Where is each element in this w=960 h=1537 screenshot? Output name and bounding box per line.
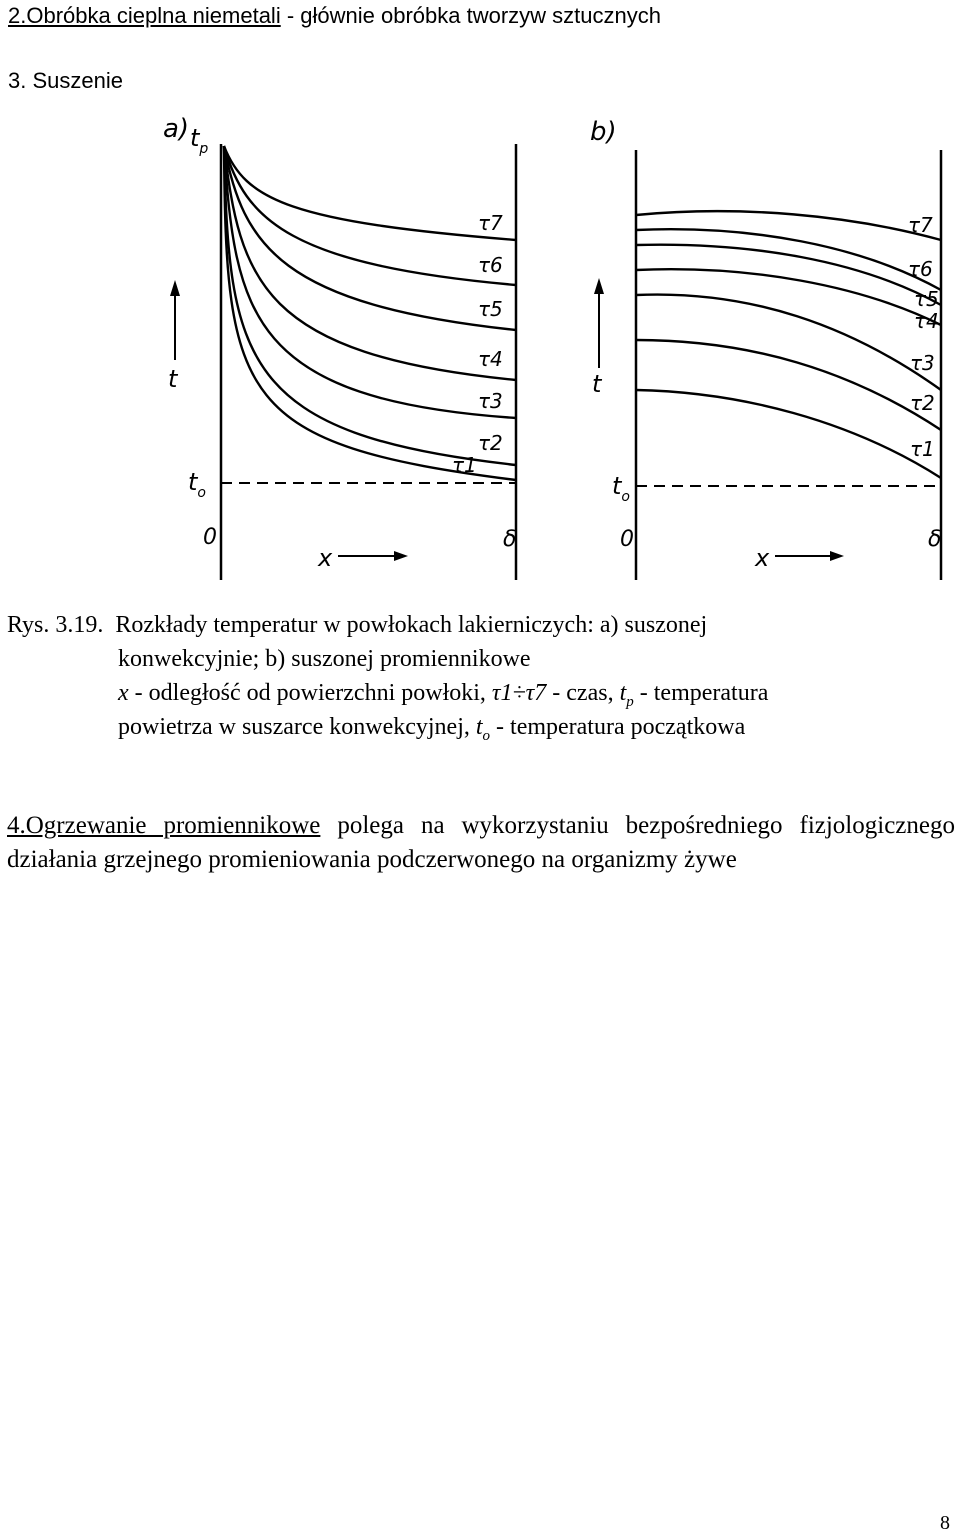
panel-a-tau4-label: τ4: [478, 347, 503, 371]
tp-symbol: t: [619, 680, 627, 706]
panel-a-tau3-label: τ3: [478, 389, 503, 413]
chapter-subtitle: - głównie obróbka tworzyw sztucznych: [280, 3, 661, 28]
section-heading: 3. Suszenie: [8, 68, 123, 93]
tp-subscript: p: [626, 693, 634, 710]
panel-b-label: b): [590, 117, 617, 147]
tp-description-cont: powietrza w suszarce konwekcyjnej,: [118, 714, 476, 740]
panel-b-t-label: t: [592, 370, 602, 398]
temperature-distribution-figure: [0, 100, 960, 580]
panel-b-tau3-label: τ3: [910, 351, 935, 375]
figure-title-1: Rozkłady temperatur w powłokach lakierniczych: a) suszonej: [115, 612, 708, 638]
panel-b-tau1-label: τ1: [910, 437, 935, 461]
panel-b-tau4-label: τ4: [914, 309, 939, 333]
panel-a-tau2-label: τ2: [478, 431, 503, 455]
panel-a-curve-tau5: [224, 146, 516, 330]
panel-a-delta-label: δ: [503, 527, 517, 552]
figure-caption-line1: [7, 608, 707, 642]
panel-a-tp-label: $t_p$: [190, 124, 209, 157]
t0-subscript: o: [482, 727, 491, 744]
panel-a-curve-tau2: [224, 146, 516, 465]
panel-b-origin-label: 0: [620, 527, 634, 552]
panel-b-tau6-label: τ6: [908, 257, 933, 281]
panel-b-curve-labels: [908, 213, 939, 461]
panel-b-curves: [636, 211, 941, 478]
body-paragraph: [7, 809, 955, 877]
panel-a-t0-label: $t_o$: [188, 468, 206, 501]
panel-b-delta-label: δ: [928, 527, 942, 552]
figure-caption-line4: [118, 710, 745, 744]
panel-a-tau5-label: τ5: [478, 297, 503, 321]
panel-b-curve-tau6: [636, 229, 941, 290]
panel-a-x-arrowhead: [394, 551, 408, 561]
panel-a-tau6-label: τ6: [478, 253, 503, 277]
figure-caption-line3: [118, 676, 768, 710]
panel-a-tau7-label: τ7: [478, 211, 503, 235]
t0-symbol: t: [475, 714, 483, 740]
panel-b-x-label: x: [755, 544, 770, 572]
tau-description: - czas,: [546, 680, 620, 706]
panel-a-label: a): [163, 114, 190, 144]
figure-caption-line2: konwekcyjnie; b) suszonej promiennikowe: [118, 646, 531, 672]
panel-a-origin-label: 0: [203, 525, 217, 550]
panel-a-t-label: t: [168, 365, 178, 393]
panel-b-t-arrowhead: [594, 278, 604, 294]
panel-b: [590, 117, 941, 580]
x-description: - odległość od powierzchni powłoki,: [128, 680, 492, 706]
panel-b-tau5-label: τ5: [914, 287, 939, 311]
page-number: 8: [940, 1512, 950, 1534]
panel-a-curve-labels: [452, 211, 503, 477]
tau-range: τ1÷τ7: [491, 680, 547, 706]
panel-a: [163, 114, 516, 580]
panel-b-tau2-label: τ2: [910, 391, 935, 415]
panel-b-tau7-label: τ7: [908, 213, 933, 237]
paragraph-heading: 4.Ogrzewanie promiennikowe: [7, 812, 321, 839]
panel-b-x-arrowhead: [830, 551, 844, 561]
chapter-title: 2.Obróbka cieplna niemetali: [8, 3, 281, 28]
panel-a-curves: [224, 146, 516, 480]
chapter-heading: [8, 3, 661, 29]
panel-b-curve-tau7: [636, 211, 941, 240]
x-symbol: x: [118, 680, 129, 706]
panel-a-tau1-label: τ1: [452, 453, 477, 477]
paragraph-text: polega na wykorzystaniu bezpośredniego fizjologicznego działania grzejnego promieniowania podczerwonego na organizmy żywe: [7, 812, 955, 873]
panel-a-curve-tau6: [224, 146, 516, 285]
tp-description: - temperatura: [633, 680, 769, 706]
figure-number: Rys. 3.19.: [7, 612, 104, 638]
panel-b-curve-tau4: [636, 269, 941, 325]
panel-a-t-arrowhead: [170, 280, 180, 296]
panel-a-curve-tau3: [224, 146, 516, 418]
panel-b-t0-label: $t_o$: [612, 472, 630, 505]
panel-a-curve-tau7: [224, 146, 516, 240]
t0-description: - temperatura początkowa: [490, 714, 746, 740]
panel-a-x-label: x: [318, 544, 333, 572]
panel-b-curve-tau2: [636, 340, 941, 430]
